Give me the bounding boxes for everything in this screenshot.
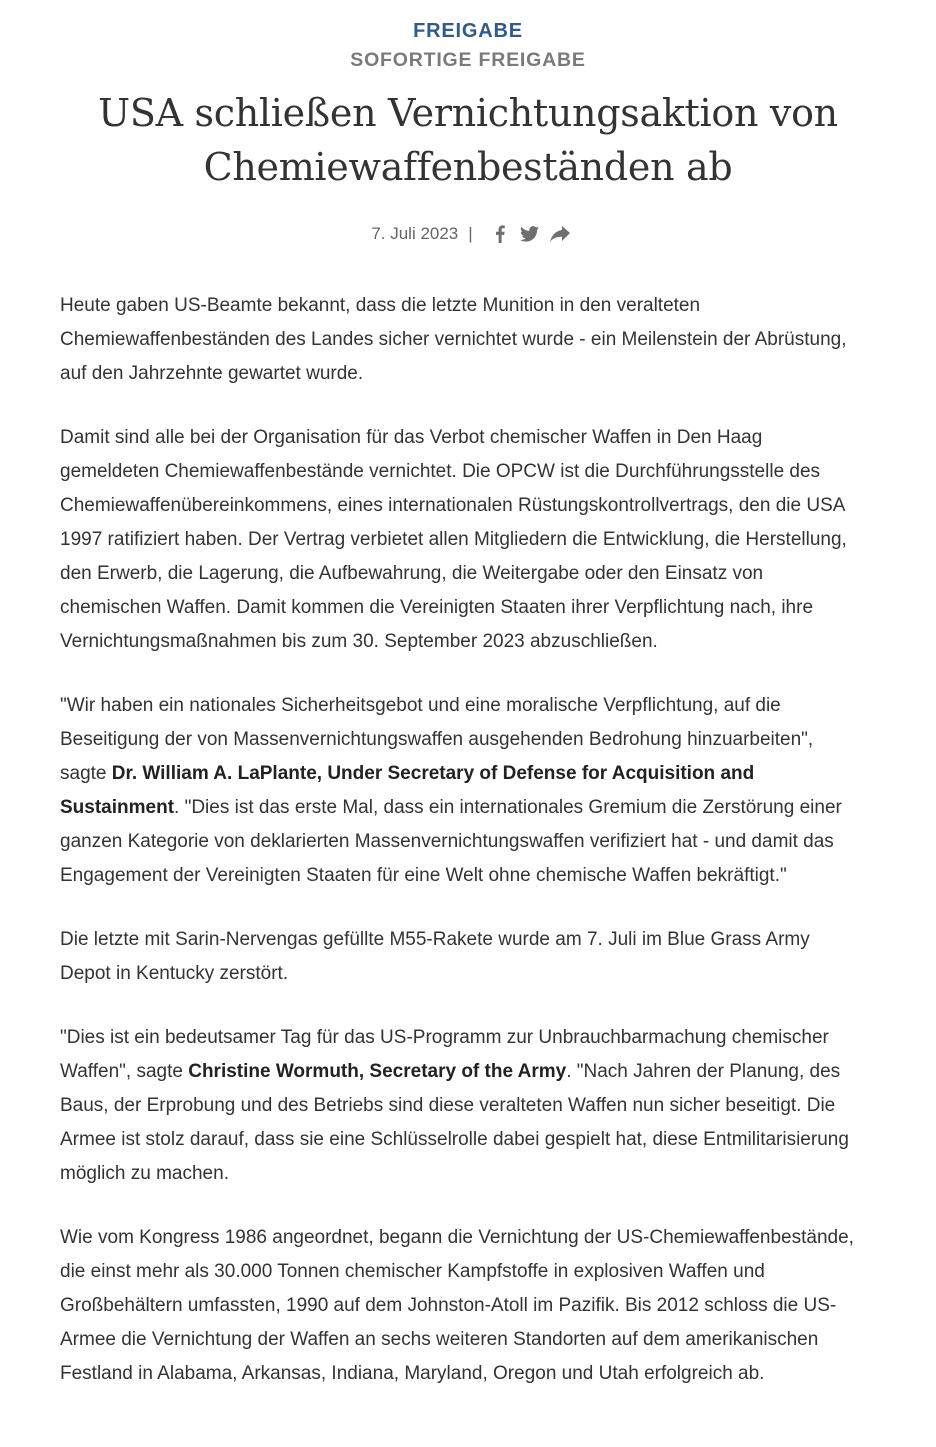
article-meta — [0, 221, 936, 247]
paragraph-3-text-a: "Wir haben ein nationales Sicherheitsgebot und eine moralische Verpflichtung, auf die Beseitigung der von Massenvernichtungswaffen ausgehenden Bedrohung hinzuarbeiten", sagte — [60, 695, 814, 784]
meta-separator: | — [468, 224, 473, 243]
paragraph-5-text-a: "Dies ist ein bedeutsamer Tag für das US-Programm zur Unbrauchbarmachung chemischer Waffen", sagte — [60, 1027, 829, 1082]
twitter-icon[interactable] — [519, 223, 541, 245]
publish-date: 7. Juli 2023 — [371, 224, 459, 243]
release-sublabel: SOFORTIGE FREIGABE — [350, 49, 586, 71]
speaker-laplante: Dr. William A. LaPlante, Under Secretary of Defense for Acquisition and Sustainment — [60, 763, 755, 818]
paragraph-3-text-b: . "Dies ist das erste Mal, dass ein internationales Gremium die Zerstörung einer ganzen Kategorie von deklarierten Massenvernichtungswaffen verifiziert hat - und damit das Engagement der Vereinigten Staaten für eine Welt ohne chemische Waffen bekräftigt." — [60, 797, 842, 886]
paragraph-3 — [60, 689, 860, 893]
paragraph-5 — [60, 1021, 860, 1191]
share-icon[interactable] — [549, 223, 571, 245]
paragraph-6: Wie vom Kongress 1986 angeordnet, begann die Vernichtung der US-Chemiewaffenbestände, die einst mehr als 30.000 Tonnen chemischer Kampfstoffe in explosiven Waffen und Großbehältern umfassten, 1990 auf dem Johnston-Atoll im Pazifik. Bis 2012 schloss die US-Armee die Vernichtung der Waffen an sechs weiteren Standorten auf dem amerikanischen Festland in Alabama, Arkansas, Indiana, Maryland, Oregon und Utah erfolgreich ab. — [60, 1227, 854, 1384]
article-body — [60, 289, 860, 1421]
release-label: FREIGABE — [413, 20, 523, 42]
title-line-1: USA schließen Vernichtungsaktion von — [98, 91, 838, 135]
paragraph-1: Heute gaben US-Beamte bekannt, dass die letzte Munition in den veralteten Chemiewaffenbeständen des Landes sicher vernichtet wurde - ein Meilenstein der Abrüstung, auf den Jahrzehnte gewartet wurde. — [60, 295, 847, 384]
page-title — [60, 86, 876, 194]
title-line-2: Chemiewaffenbeständen ab — [203, 145, 733, 189]
speaker-wormuth: Christine Wormuth, Secretary of the Army — [188, 1061, 567, 1082]
facebook-icon[interactable] — [489, 223, 511, 245]
paragraph-4: Die letzte mit Sarin-Nervengas gefüllte M55-Rakete wurde am 7. Juli im Blue Grass Army Depot in Kentucky zerstört. — [60, 929, 810, 984]
paragraph-5-text-b: . "Nach Jahren der Planung, des Baus, der Erprobung und des Betriebs sind diese veralteten Waffen nun sicher beseitigt. Die Armee ist stolz darauf, dass sie eine Schlüsselrolle dabei gespielt hat, diese Entmilitarisierung möglich zu machen. — [60, 1061, 849, 1184]
paragraph-2: Damit sind alle bei der Organisation für das Verbot chemischer Waffen in Den Haag gemeldeten Chemiewaffenbestände vernichtet. Die OPCW ist die Durchführungsstelle des Chemiewaffenübereinkommens, eines internationalen Rüstungskontrollvertrags, den die USA 1997 ratifiziert haben. Der Vertrag verbietet allen Mitgliedern die Entwicklung, die Herstellung, den Erwerb, die Lagerung, die Aufbewahrung, die Weitergabe oder den Einsatz von chemischen Waffen. Damit kommen die Vereinigten Staaten ihrer Verpflichtung nach, ihre Vernichtungsmaßnahmen bis zum 30. September 2023 abzuschließen. — [60, 427, 847, 652]
